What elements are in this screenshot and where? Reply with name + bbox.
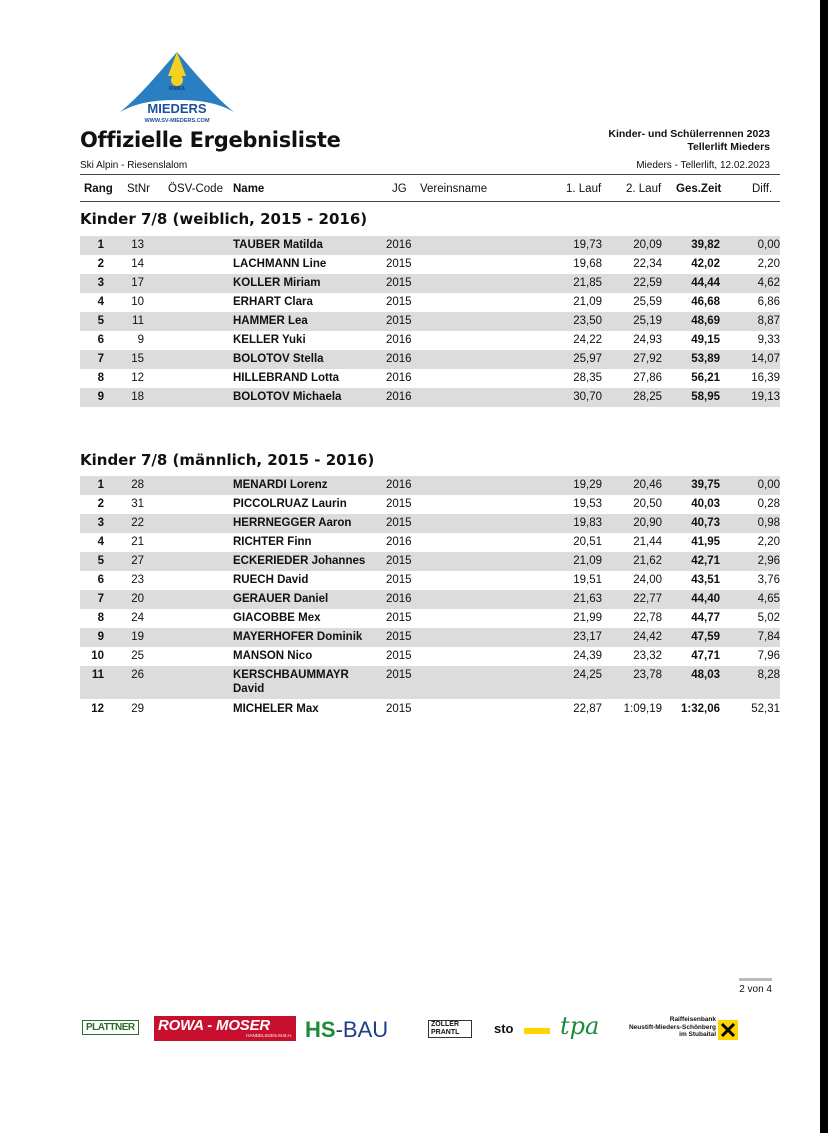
diff-cell: 8,87 [757,315,780,327]
total-time-cell: 44,77 [691,612,720,624]
table-row [80,293,780,312]
total-time-cell: 58,95 [691,391,720,403]
diff-cell: 2,96 [757,555,780,567]
run2-cell: 22,78 [633,612,662,624]
bib-cell: 21 [131,536,144,548]
year-cell: 2015 [386,315,412,327]
total-time-cell: 44,40 [691,593,720,605]
run1-cell: 25,97 [573,353,602,365]
run1-cell: 23,50 [573,315,602,327]
bib-cell: 10 [131,296,144,308]
name-cell: GIACOBBE Mex [233,612,321,624]
sponsor-sto-bar [524,1028,550,1034]
table-row [80,236,780,255]
rank-cell: 11 [91,669,104,681]
diff-cell: 6,86 [757,296,780,308]
run1-cell: 21,99 [573,612,602,624]
run1-cell: 19,51 [573,574,602,586]
run1-cell: 28,35 [573,372,602,384]
bib-cell: 20 [131,593,144,605]
name-cell: MENARDI Lorenz [233,479,328,491]
bib-cell: 9 [137,334,144,346]
name-cell: LACHMANN Line [233,258,327,270]
run2-cell: 27,92 [633,353,662,365]
rank-cell: 9 [97,631,104,643]
rank-cell: 6 [97,334,104,346]
run2-cell: 20,90 [633,517,662,529]
page-title: Offizielle Ergebnisliste [80,128,341,152]
run1-cell: 23,17 [573,631,602,643]
total-time-cell: 40,03 [691,498,720,510]
year-cell: 2015 [386,517,412,529]
year-cell: 2015 [386,669,412,681]
bib-cell: 22 [131,517,144,529]
table-row [80,476,780,495]
year-cell: 2015 [386,703,412,715]
diff-cell: 5,02 [757,612,780,624]
section-title-girls: Kinder 7/8 (weiblich, 2015 - 2016) [80,210,368,228]
name-cell: HERRNEGGER Aaron [233,517,352,529]
name-cell: MAYERHOFER Dominik [233,631,363,643]
bib-cell: 27 [131,555,144,567]
name-cell: RUECH David [233,574,309,586]
col-jg: JG [392,183,407,195]
total-time-cell: 48,69 [691,315,720,327]
header-divider [80,174,780,175]
rank-cell: 5 [97,555,104,567]
logo-url-text: WWW.SV-MIEDERS.COM [144,118,210,124]
total-time-cell: 43,51 [691,574,720,586]
total-time-cell: 46,68 [691,296,720,308]
bib-cell: 15 [131,353,144,365]
run1-cell: 19,68 [573,258,602,270]
bib-cell: 14 [131,258,144,270]
rank-cell: 7 [97,353,104,365]
year-cell: 2015 [386,498,412,510]
run2-cell: 24,42 [633,631,662,643]
run1-cell: 20,51 [573,536,602,548]
run2-cell: 20,09 [633,239,662,251]
sponsor-raiffeisen [614,1016,716,1039]
table-row [80,514,780,533]
sponsor-sto-label: sto [494,1021,514,1036]
year-cell: 2015 [386,574,412,586]
col-lauf1: 1. Lauf [566,183,602,195]
run1-cell: 21,63 [573,593,602,605]
year-cell: 2016 [386,239,412,251]
bib-cell: 12 [131,372,144,384]
name-cell: ECKERIEDER Johannes [233,555,366,567]
sponsor-rowa-moser [154,1016,296,1041]
event-venue: Tellerlift Mieders [687,141,770,153]
rank-cell: 8 [97,612,104,624]
sponsor-raiba-line3: im Stubaital [679,1031,716,1038]
rank-cell: 8 [97,372,104,384]
rank-cell: 1 [97,479,104,491]
diff-cell: 2,20 [757,258,780,270]
diff-cell: 9,33 [757,334,780,346]
bib-cell: 24 [131,612,144,624]
diff-cell: 0,00 [757,239,780,251]
run2-cell: 22,59 [633,277,662,289]
name-cell: MICHELER Max [233,703,319,715]
rank-cell: 2 [97,258,104,270]
total-time-cell: 42,02 [691,258,720,270]
sponsor-bar [80,1014,780,1046]
run1-cell: 19,83 [573,517,602,529]
sponsor-raiba-line1: Raiffeisenbank [669,1016,716,1023]
name-cell: HAMMER Lea [233,315,308,327]
run2-cell: 25,59 [633,296,662,308]
name-cell: HILLEBRAND Lotta [233,372,340,384]
table-row [80,369,780,388]
run1-cell: 24,25 [573,669,602,681]
diff-cell: 8,28 [757,669,780,681]
year-cell: 2016 [386,479,412,491]
table-row [80,255,780,274]
rank-cell: 3 [97,517,104,529]
col-oesv: ÖSV-Code [168,183,223,195]
rank-cell: 10 [91,650,104,662]
bib-cell: 19 [131,631,144,643]
name-cell: TAUBER Matilda [233,239,323,251]
total-time-cell: 40,73 [691,517,720,529]
year-cell: 2016 [386,372,412,384]
table-row [80,700,780,719]
table-row [80,628,780,647]
bib-cell: 28 [131,479,144,491]
rank-cell: 4 [97,296,104,308]
sponsor-bau: -BAU [335,1017,389,1042]
col-lauf2: 2. Lauf [626,183,662,195]
name-cell: BOLOTOV Stella [233,353,324,365]
total-time-cell: 41,95 [691,536,720,548]
diff-cell: 3,76 [757,574,780,586]
sponsor-zoller-prantl [428,1020,472,1038]
total-time-cell: 39,75 [691,479,720,491]
year-cell: 2015 [386,555,412,567]
run2-cell: 22,34 [633,258,662,270]
place-date: Mieders - Tellerlift, 12.02.2023 [636,160,770,171]
diff-cell: 4,62 [757,277,780,289]
run2-cell: 21,62 [633,555,662,567]
year-cell: 2016 [386,593,412,605]
bib-cell: 13 [131,239,144,251]
table-row [80,533,780,552]
logo-club-text: MIEDERS [147,101,207,116]
table-row [80,609,780,628]
table-row [80,647,780,666]
columns-divider [80,201,780,202]
year-cell: 2016 [386,334,412,346]
run1-cell: 22,87 [573,703,602,715]
total-time-cell: 1:32,06 [680,703,720,715]
year-cell: 2015 [386,296,412,308]
sponsor-rowa-sub: HANDELSGES.M.B.H. [246,1033,292,1038]
col-ges: Ges.Zeit [676,183,722,195]
run1-cell: 24,22 [573,334,602,346]
club-logo [118,50,236,126]
bib-cell: 31 [131,498,144,510]
event-name: Kinder- und Schülerrennen 2023 [608,128,770,140]
name-cell: RICHTER Finn [233,536,312,548]
col-diff: Diff. [752,183,773,195]
rank-cell: 6 [97,574,104,586]
rank-cell: 9 [97,391,104,403]
bib-cell: 25 [131,650,144,662]
run2-cell: 23,32 [633,650,662,662]
year-cell: 2016 [386,353,412,365]
table-row [80,495,780,514]
col-stnr: StNr [127,183,150,195]
rank-cell: 5 [97,315,104,327]
total-time-cell: 42,71 [691,555,720,567]
name-cell: KELLER Yuki [233,334,306,346]
total-time-cell: 56,21 [691,372,720,384]
name-cell: PICCOLRUAZ Laurin [233,498,347,510]
run1-cell: 19,73 [573,239,602,251]
bib-cell: 18 [131,391,144,403]
run1-cell: 21,09 [573,555,602,567]
sponsor-hs: HS [305,1017,336,1042]
bib-cell: 29 [131,703,144,715]
year-cell: 2016 [386,391,412,403]
col-name: Name [233,183,265,195]
sponsor-rowa-label: ROWA - MOSER [158,1017,271,1034]
bib-cell: 23 [131,574,144,586]
total-time-cell: 49,15 [691,334,720,346]
diff-cell: 0,98 [757,517,780,529]
sponsor-sto [494,1020,550,1040]
diff-cell: 7,84 [757,631,780,643]
page-number: 2 von 4 [739,978,772,995]
section-title-boys: Kinder 7/8 (männlich, 2015 - 2016) [80,451,375,469]
table-row [80,350,780,369]
bib-cell: 26 [131,669,144,681]
name-cell: ERHART Clara [233,296,313,308]
col-verein: Vereinsname [420,183,488,195]
diff-cell: 2,20 [757,536,780,548]
total-time-cell: 48,03 [691,669,720,681]
diff-cell: 0,28 [757,498,780,510]
sponsor-hs-bau [305,1017,388,1043]
name-cell: BOLOTOV Michaela [233,391,342,403]
diff-cell: 0,00 [757,479,780,491]
diff-cell: 16,39 [751,372,780,384]
table-row [80,331,780,350]
run2-cell: 25,19 [633,315,662,327]
diff-cell: 19,13 [751,391,780,403]
run2-cell: 28,25 [633,391,662,403]
year-cell: 2015 [386,277,412,289]
rank-cell: 7 [97,593,104,605]
diff-cell: 4,65 [757,593,780,605]
year-cell: 2015 [386,650,412,662]
total-time-cell: 44,44 [691,277,720,289]
diff-cell: 52,31 [751,703,780,715]
sponsor-raiba-line2: Neustift-Mieders-Schönberg [628,1023,716,1031]
run1-cell: 21,09 [573,296,602,308]
table-row [80,666,780,699]
table-row [80,590,780,609]
sponsor-zoller-line2: PRANTL [431,1029,460,1036]
run2-cell: 22,77 [633,593,662,605]
rank-cell: 3 [97,277,104,289]
total-time-cell: 53,89 [691,353,720,365]
bib-cell: 11 [132,315,144,327]
run1-cell: 19,53 [573,498,602,510]
bib-cell: 17 [131,277,144,289]
name-cell: GERAUER Daniel [233,593,329,605]
name-cell: KERSCHBAUMMAYR [233,669,349,681]
run2-cell: 27,86 [633,372,662,384]
year-cell: 2015 [386,631,412,643]
run1-cell: 21,85 [573,277,602,289]
logo-bank-text: RAIKA [169,86,185,92]
table-row [80,312,780,331]
name-cell: MANSON Nico [233,650,313,662]
table-row [80,274,780,293]
diff-cell: 14,07 [751,353,780,365]
run2-cell: 1:09,19 [623,703,662,715]
rank-cell: 1 [97,239,104,251]
total-time-cell: 47,59 [691,631,720,643]
run2-cell: 20,50 [633,498,662,510]
rank-cell: 2 [97,498,104,510]
table-row [80,552,780,571]
name-cell-line2: David [233,683,265,695]
run2-cell: 23,78 [633,669,662,681]
run2-cell: 24,00 [633,574,662,586]
run2-cell: 21,44 [633,536,662,548]
run1-cell: 19,29 [573,479,602,491]
run2-cell: 20,46 [633,479,662,491]
year-cell: 2015 [386,612,412,624]
sponsor-plattner: PLATTNER [82,1020,139,1035]
col-rang: Rang [84,183,113,195]
sponsor-zoller-line1: ZOLLER [431,1021,459,1028]
run1-cell: 24,39 [573,650,602,662]
run2-cell: 24,93 [633,334,662,346]
total-time-cell: 39,82 [691,239,720,251]
run1-cell: 30,70 [573,391,602,403]
raiffeisen-cross-icon [718,1020,738,1040]
rank-cell: 12 [91,703,104,715]
name-cell: KOLLER Miriam [233,277,321,289]
sponsor-tpa: tpa [560,1012,600,1040]
table-row [80,571,780,590]
diff-cell: 7,96 [757,650,780,662]
year-cell: 2016 [386,536,412,548]
discipline-subtitle: Ski Alpin - Riesenslalom [80,160,188,171]
table-row [80,388,780,407]
rank-cell: 4 [97,536,104,548]
total-time-cell: 47,71 [691,650,720,662]
year-cell: 2015 [386,258,412,270]
